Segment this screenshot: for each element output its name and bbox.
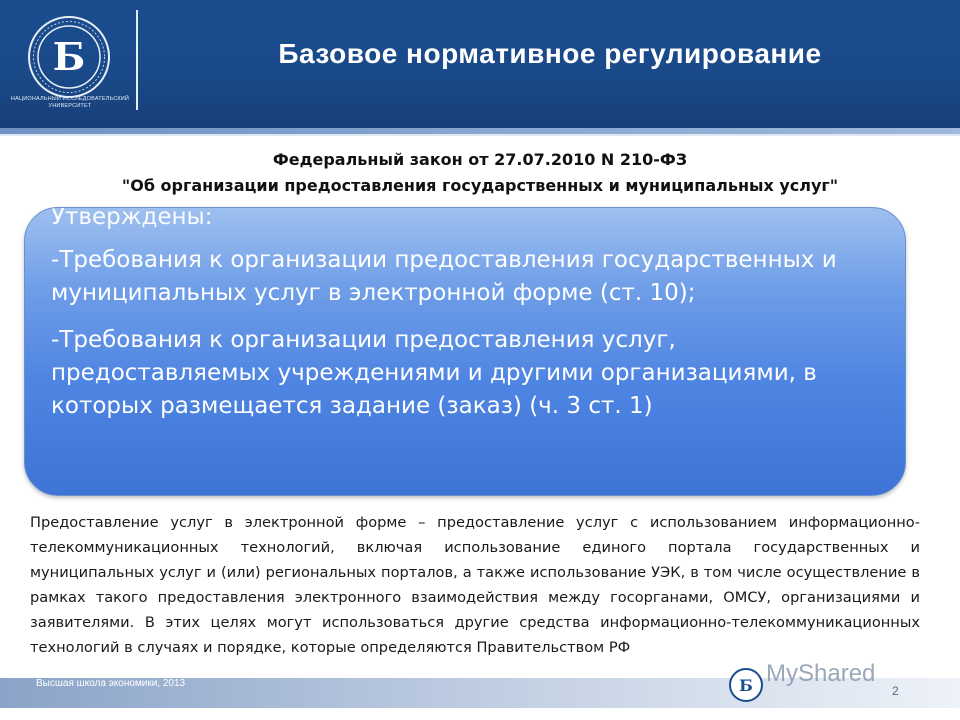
logo-letter: Б: [52, 34, 86, 79]
law-title-line-2: "Об организации предоставления государственных и муниципальных услуг": [121, 176, 839, 195]
logo-divider: [136, 10, 138, 110]
footer-seal-icon: [728, 667, 764, 703]
footer-copyright: Высшая школа экономики, 2013: [36, 678, 186, 689]
svg-text:Б: Б: [739, 676, 753, 695]
page-title: Базовое нормативное регулирование: [278, 38, 822, 69]
footer-logo: [728, 667, 764, 703]
box-item-institutions: -Требования к организации предоставления услуг, предоставляемых учреждениями и другими организациями, в которых размещается задание (заказ) (ч. 3 ст. 1): [51, 327, 817, 419]
header-stripe-light: [0, 134, 960, 136]
box-item-electronic-form: -Требования к организации предоставления государственных и муниципальных услуг в электронной форме (ст. 10);: [51, 247, 837, 306]
logo-caption: НАЦИОНАЛЬНЫЙ ИССЛЕДОВАТЕЛЬСКИЙ УНИВЕРСИТЕТ: [10, 96, 130, 109]
law-title-line-1: Федеральный закон от 27.07.2010 N 210-ФЗ: [272, 150, 688, 169]
box-content: [51, 207, 891, 423]
box-heading: Утверждены:: [51, 207, 213, 230]
approved-requirements-box: [24, 207, 906, 496]
definition-paragraph: Предоставление услуг в электронной форме – предоставление услуг с использованием информационно-телекоммуникационных технологий, включая использование единого портала государственных и муниципальных услуг и (или) региональных порталов, а также использование УЭК, в том числе осуществление в рамках такого предоставления электронного взаимодействия между госорганами, ОМСУ, организациями и заявителями. В этих целях могут использоваться другие средства информационно-телекоммуникационных технологий в случаях и порядке, которые определяются Правительством РФ: [30, 514, 920, 656]
page-number: 2: [892, 684, 899, 698]
footer-watermark-brand: MyShared: [766, 660, 876, 687]
